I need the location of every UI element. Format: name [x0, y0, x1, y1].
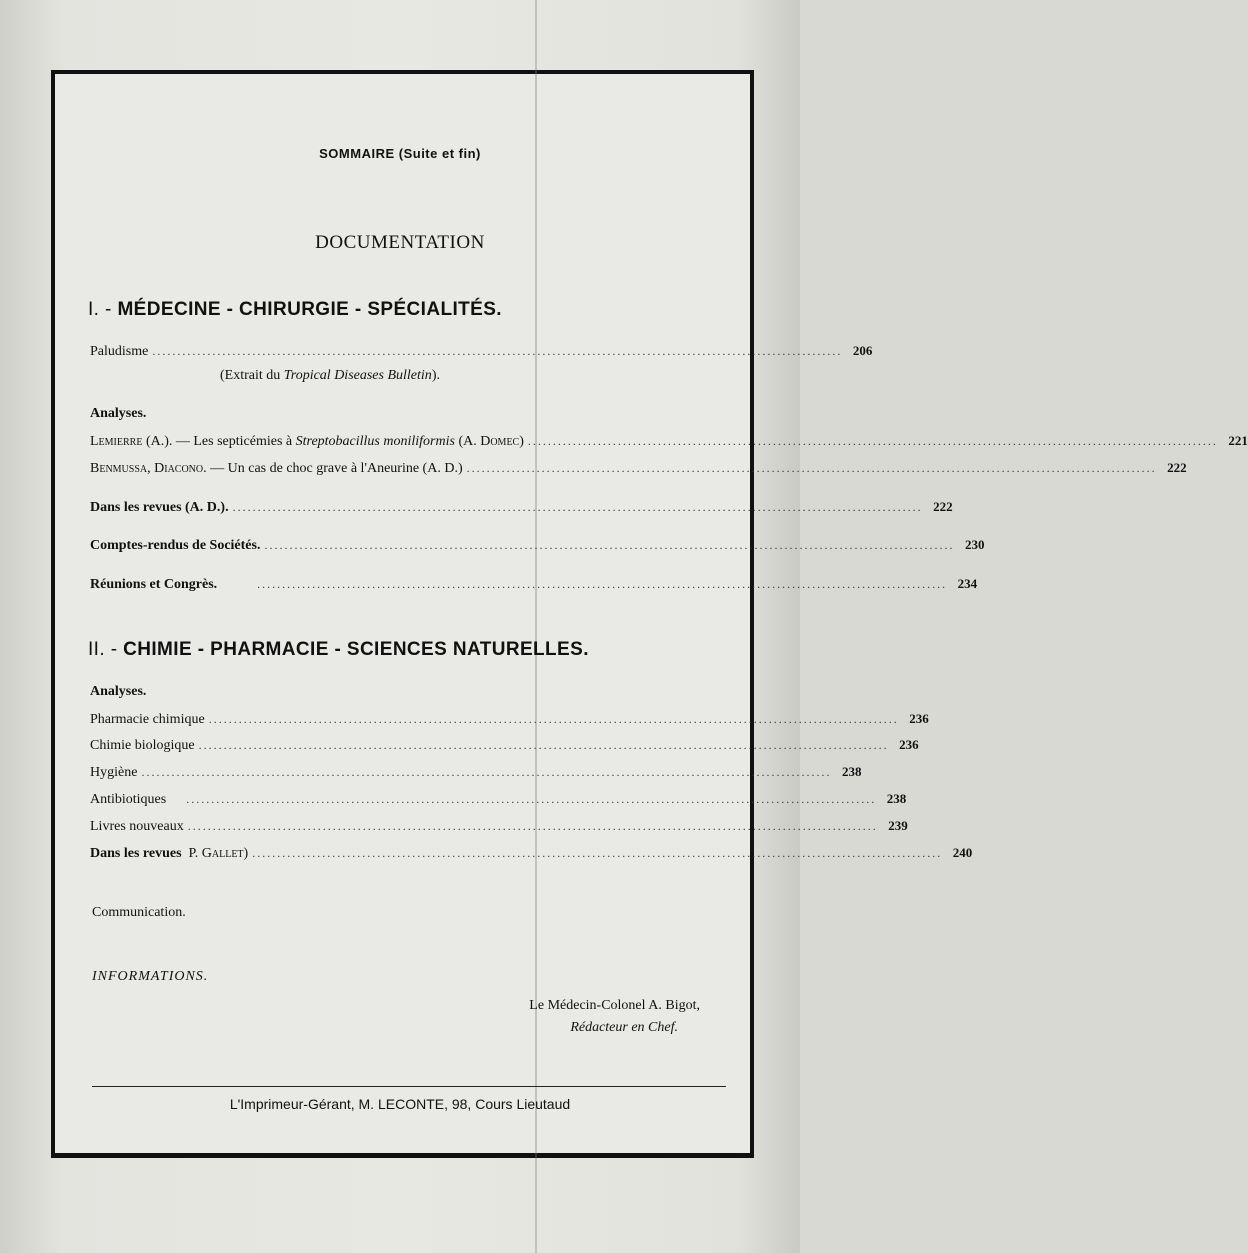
page-fold-line: [535, 0, 537, 1253]
toc-label: Hygiène: [90, 765, 138, 780]
leader-dots: ..........................................................................................................................................: [264, 538, 955, 552]
toc-page: 234: [957, 576, 978, 591]
section-1-heading: [88, 299, 502, 321]
reviewer-name: (A. Domec): [454, 434, 524, 449]
extrait-suffix: ).: [431, 368, 440, 383]
section-2-title: CHIMIE - PHARMACIE - SCIENCES NATURELLES.: [123, 639, 589, 660]
analyses-label-1: Analyses.: [90, 406, 147, 421]
toc-page: 206: [852, 343, 873, 358]
toc-row-livres-nouveaux[interactable]: [90, 818, 908, 835]
toc-row-antibiotiques[interactable]: [90, 791, 907, 808]
leader-dots: ..........................................................................................................................................: [152, 344, 843, 358]
extrait-note: [220, 368, 440, 384]
toc-page: 236: [909, 711, 929, 726]
leader-dots: ..........................................................................................................................................: [257, 577, 948, 591]
section-2-heading: [88, 639, 589, 661]
section-1-number: I. -: [88, 299, 112, 320]
author-name: P. Gallet): [188, 846, 249, 861]
section-1-title: MÉDECINE - CHIRURGIE - SPÉCIALITÉS.: [117, 299, 502, 320]
extrait-prefix: (Extrait du: [220, 368, 284, 383]
toc-row-comptes-rendus[interactable]: [90, 537, 985, 554]
toc-row-lemierre[interactable]: [90, 433, 1248, 450]
signature-name: Le Médecin-Colonel A. Bigot,: [529, 998, 700, 1013]
leader-dots: ..........................................................................................................................................: [198, 738, 889, 752]
leader-dots: ..........................................................................................................................................: [187, 819, 878, 833]
sommaire-heading: SOMMAIRE (Suite et fin): [319, 146, 481, 161]
extrait-source: Tropical Diseases Bulletin: [283, 368, 432, 383]
toc-label: Paludisme: [90, 344, 149, 359]
toc-row-dans-les-revues-2[interactable]: [90, 845, 973, 862]
toc-page: 239: [888, 818, 908, 833]
leader-dots: ..........................................................................................................................................: [141, 765, 832, 779]
informations-label: INFORMATIONS.: [92, 969, 209, 984]
imprimeur-footer: L'Imprimeur-Gérant, M. LECONTE, 98, Cours Lieutaud: [229, 1096, 571, 1112]
toc-label: Chimie biologique: [90, 738, 195, 753]
toc-label: Comptes-rendus de Sociétés.: [90, 538, 261, 553]
communication-label: Communication.: [92, 905, 186, 920]
author-name: Benmussa, Diacono.: [90, 461, 207, 476]
leader-dots: ..........................................................................................................................................: [252, 846, 943, 860]
toc-page: 238: [841, 764, 862, 779]
toc-label: Antibiotiques: [90, 792, 167, 807]
toc-row-chimie-biologique[interactable]: [90, 737, 919, 754]
leader-dots: ..........................................................................................................................................: [186, 792, 877, 806]
signature-line-2: [400, 1020, 678, 1036]
toc-label: Livres nouveaux: [90, 819, 184, 834]
toc-row-hygiene[interactable]: [90, 764, 862, 781]
author-name: Lemierre (A.).: [90, 434, 173, 449]
toc-row-paludisme[interactable]: [90, 343, 873, 360]
signature-title: Rédacteur en Chef.: [570, 1020, 678, 1035]
toc-page: 238: [886, 791, 907, 806]
analyses-label-2: Analyses.: [90, 684, 147, 699]
toc-label: Pharmacie chimique: [90, 712, 205, 727]
toc-label: Dans les revues (A. D.).: [90, 500, 229, 515]
leader-dots: ..........................................................................................................................................: [466, 461, 1157, 475]
toc-row-dans-les-revues[interactable]: [90, 499, 953, 516]
toc-label: Réunions et Congrès.: [90, 577, 218, 592]
entry-subject: Streptobacillus moniliformis: [295, 434, 455, 449]
toc-row-pharmacie-chimique[interactable]: [90, 711, 929, 728]
signature-line-1: [400, 998, 700, 1014]
documentation-title: DOCUMENTATION: [315, 232, 485, 253]
footer-rule: [92, 1086, 726, 1087]
toc-label: Dans les revues: [90, 846, 182, 861]
leader-dots: ..........................................................................................................................................: [208, 712, 899, 726]
leader-dots: ..........................................................................................................................................: [527, 434, 1218, 448]
toc-page: 222: [933, 499, 953, 514]
leader-dots: ..........................................................................................................................................: [232, 500, 923, 514]
toc-row-reunions[interactable]: [90, 576, 978, 593]
toc-page: 222: [1167, 460, 1187, 475]
toc-page: 236: [899, 737, 919, 752]
toc-page: 230: [964, 537, 985, 552]
toc-page: 221: [1228, 433, 1248, 448]
toc-page: 240: [952, 845, 973, 860]
toc-row-benmussa[interactable]: [90, 460, 1187, 477]
entry-text: — Un cas de choc grave à l'Aneurine (A. D.): [206, 461, 463, 476]
section-2-number: II. -: [88, 639, 118, 660]
entry-text: — Les septicémies à: [172, 434, 296, 449]
